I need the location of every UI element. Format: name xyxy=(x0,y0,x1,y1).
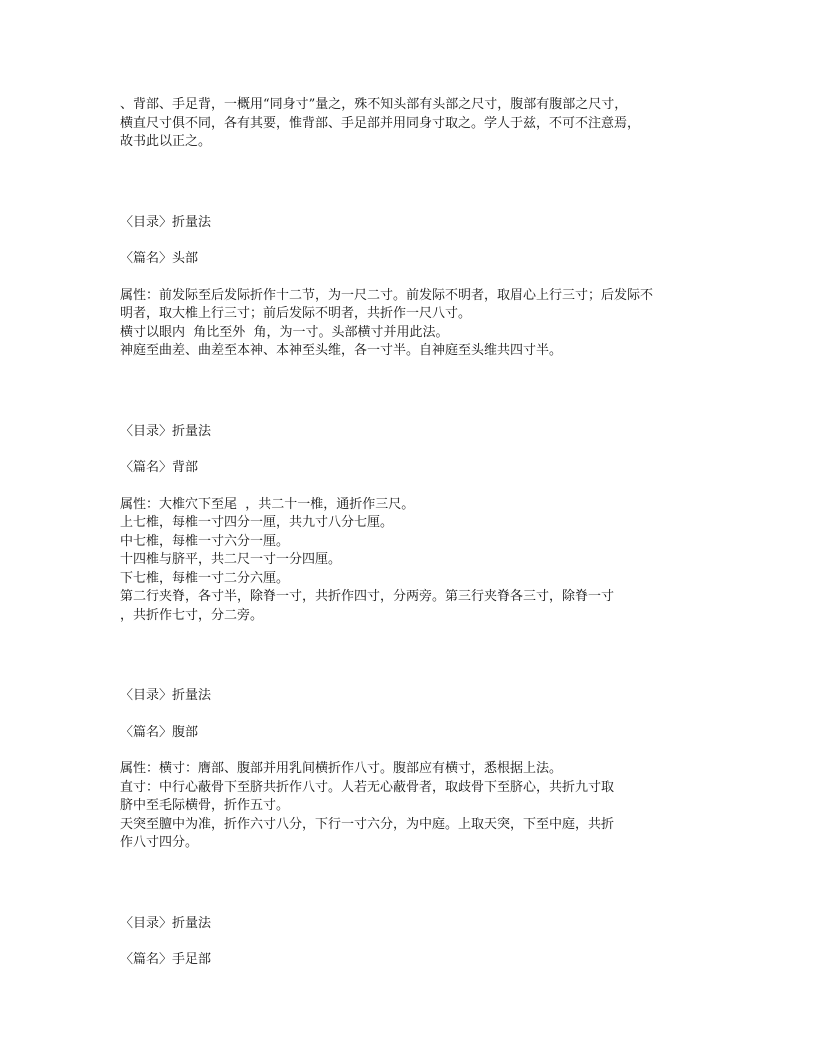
chapter-title: 〈篇名〉手足部 xyxy=(120,952,212,967)
text-line: 属性：前发际至后发际折作十二节，为一尺二寸。前发际不明者，取眉心上行三寸；后发际不 xyxy=(120,287,654,303)
text-line: 属性：横寸：膺部、腹部并用乳间横折作八寸。腹部应有横寸，悉根据上法。 xyxy=(120,761,563,776)
section-head xyxy=(120,214,710,361)
text-line: 横寸以眼内 角比至外 角，为一寸。头部横寸并用此法。 xyxy=(120,324,449,340)
text-line: 下七椎，每椎一寸二分六厘。 xyxy=(120,570,290,586)
catalog-heading: 〈目录〉折量法 xyxy=(120,214,212,230)
chapter-title: 〈篇名〉腹部 xyxy=(120,724,199,740)
chapter-title: 〈篇名〉背部 xyxy=(120,460,199,475)
section-limbs xyxy=(120,915,710,970)
text-line: 十四椎与脐平，共二尺一寸一分四厘。 xyxy=(120,552,342,567)
text-line: 横直尺寸俱不同，各有其要，惟背部、手足部并用同身寸取之。学人于兹，不可不注意焉， xyxy=(120,115,641,131)
catalog-heading: 〈目录〉折量法 xyxy=(120,423,212,439)
document-page xyxy=(120,96,710,970)
text-line: 故书此以正之。 xyxy=(120,134,212,149)
text-line: 中七椎，每椎一寸六分一厘。 xyxy=(120,533,290,549)
text-line: ，共折作七寸，分二旁。 xyxy=(120,607,264,623)
catalog-heading: 〈目录〉折量法 xyxy=(120,688,212,703)
text-line: 脐中至毛际横骨，折作五寸。 xyxy=(120,798,290,813)
catalog-heading: 〈目录〉折量法 xyxy=(120,915,212,931)
text-line: 属性：大椎穴下至尾 ，共二十一椎，通折作三尺。 xyxy=(120,496,415,512)
intro-paragraph xyxy=(120,96,710,152)
text-line: 直寸：中行心蔽骨下至脐共折作八寸。人若无心蔽骨者，取歧骨下至脐心，共折九寸取 xyxy=(120,779,615,795)
chapter-title: 〈篇名〉头部 xyxy=(120,251,199,266)
text-line: 作八寸四分。 xyxy=(120,835,199,850)
text-line: 明者，取大椎上行三寸；前后发际不明者，共折作一尺八寸。 xyxy=(120,306,472,321)
text-line: 天突至膻中为准，折作六寸八分，下行一寸六分，为中庭。上取天突，下至中庭，共折 xyxy=(120,816,615,832)
text-line: 上七椎，每椎一寸四分一厘，共九寸八分七厘。 xyxy=(120,515,394,530)
text-line: 、背部、手足背，一概用“同身寸”量之，殊不知头部有头部之尺寸，腹部有腹部之尺寸， xyxy=(120,97,628,112)
section-back xyxy=(120,423,710,626)
section-abdomen xyxy=(120,687,710,853)
text-line: 第二行夹脊，各寸半，除脊一寸，共折作四寸，分两旁。第三行夹脊各三寸，除脊一寸 xyxy=(120,589,615,604)
text-line: 神庭至曲差、曲差至本神、本神至头维，各一寸半。自神庭至头维共四寸半。 xyxy=(120,343,563,358)
